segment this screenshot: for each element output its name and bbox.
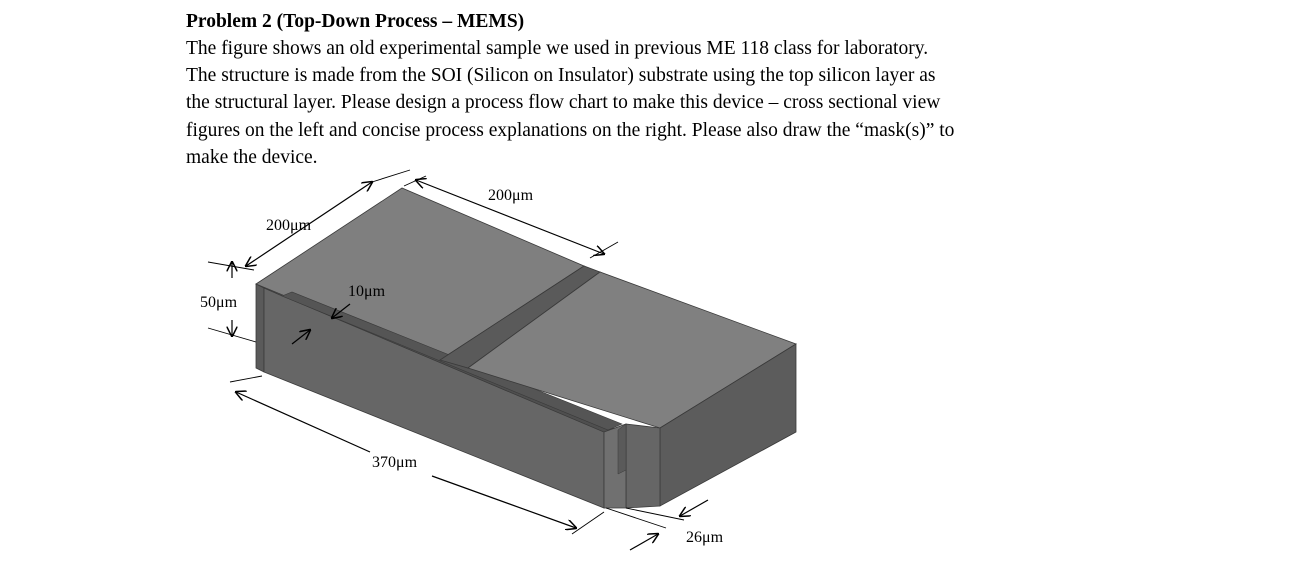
problem-line-1: The figure shows an old experimental sample we used in previous ME 118 class for laboratory.: [186, 38, 929, 59]
problem-line-3: the structural layer. Please design a process flow chart to make this device – cross sectional view: [186, 92, 941, 114]
dim-26-ext-1: [606, 508, 666, 528]
dim-200-left-ext1: [372, 170, 410, 182]
right-block-front-face: [626, 424, 660, 508]
problem-line-5: make the device.: [186, 146, 318, 168]
label-50: 50μm: [200, 294, 238, 311]
problem-line-4: figures on the left and concise process explanations on the right. Please also draw the “mask(s)” to: [186, 119, 955, 141]
dim-370-ext-left: [230, 376, 262, 382]
beam-notch: [618, 424, 626, 474]
dim-50-ext-top: [208, 262, 254, 270]
label-370: 370μm: [372, 454, 418, 471]
problem-line-2: The structure is made from the SOI (Silicon on Insulator) substrate using the top silicon layer as: [186, 65, 936, 87]
label-200-right: 200μm: [488, 187, 534, 204]
label-10: 10μm: [348, 283, 386, 300]
label-200-left: 200μm: [266, 217, 312, 234]
label-26: 26μm: [686, 529, 724, 546]
left-block-side-face: [256, 284, 264, 372]
problem-title: Problem 2 (Top-Down Process – MEMS): [186, 11, 525, 32]
dim-26-ext-2: [626, 508, 684, 520]
dim-200-right-ext1: [404, 176, 426, 186]
dim-370-ext-right: [572, 512, 604, 534]
device-body: [256, 188, 796, 508]
dim-26-arrow-1: [680, 500, 708, 516]
dim-26-arrow-2: [630, 534, 658, 550]
